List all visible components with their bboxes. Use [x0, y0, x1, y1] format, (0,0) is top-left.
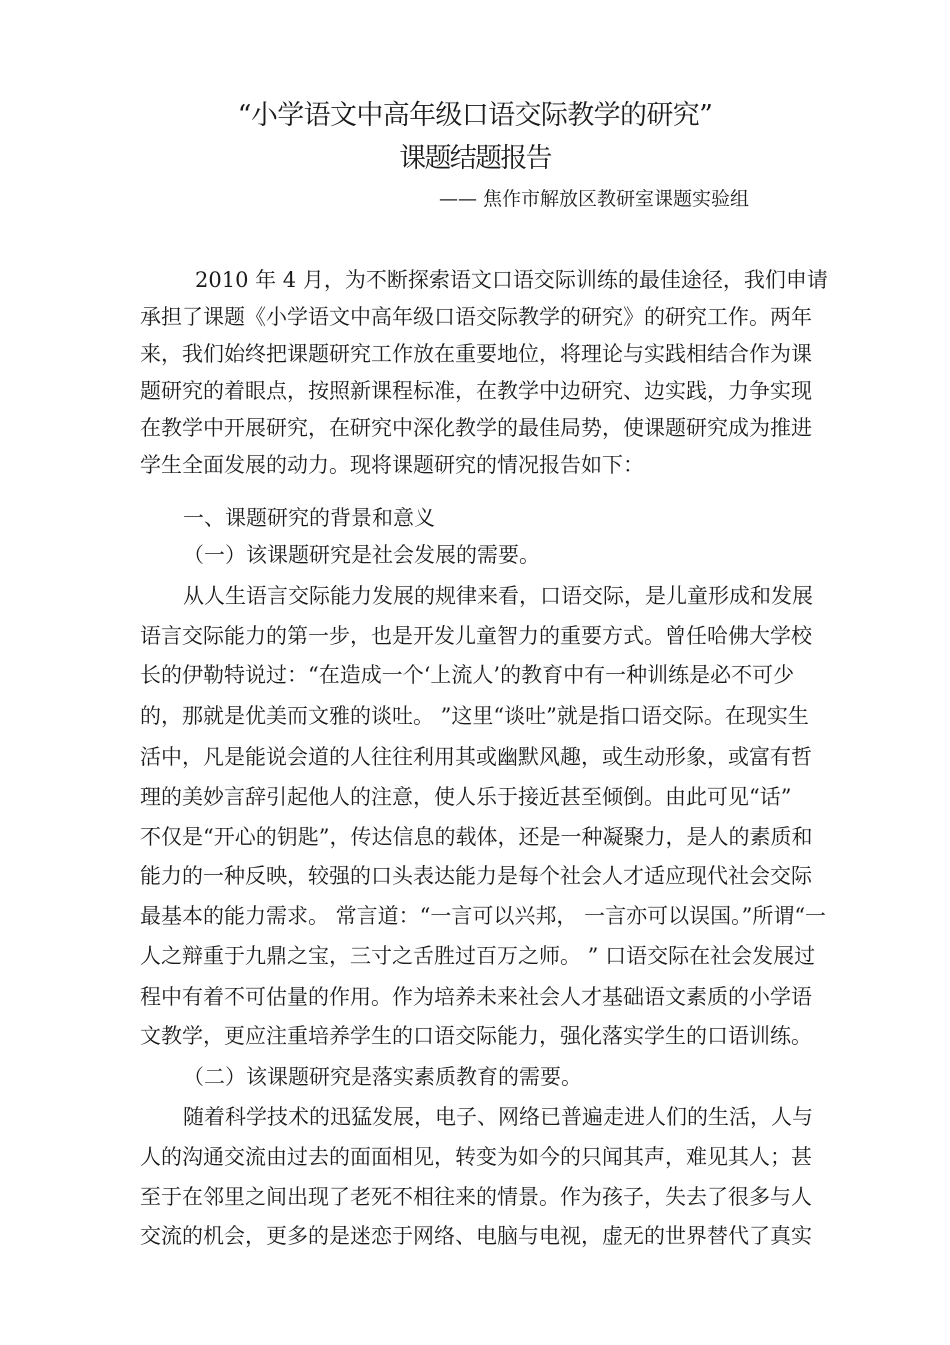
- body-line: 题研究的着眼点，按照新课程标准，在教学中边研究、边实践，力争实现: [140, 379, 812, 403]
- body-line: 从人生语言交际能力发展的规律来看，口语交际，是儿童形成和发展: [183, 584, 813, 608]
- body-line: 人的沟通交流由过去的面面相见，转变为如今的只闻其声，难见其人；甚: [140, 1145, 812, 1169]
- body-line: 不仅是“开心的钥匙”，传达信息的载体，还是一种凝聚力，是人的素质和: [140, 825, 813, 849]
- body-line: 的，那就是优美而文雅的谈吐。 ”这里“谈吐”就是指口语交际。在现实生: [140, 704, 809, 728]
- body-line: 至于在邻里之间出现了老死不相往来的情景。作为孩子，失去了很多与人: [140, 1185, 812, 1209]
- body-line: 能力的一种反映，较强的口头表达能力是每个社会人才适应现代社会交际: [140, 864, 812, 888]
- report-title-line2: 课题结题报告: [399, 143, 551, 174]
- body-line: 来，我们始终把课题研究工作放在重要地位，将理论与实践相结合作为课: [140, 342, 812, 366]
- body-line: 人之辩重于九鼎之宝，三寸之舌胜过百万之师。 ” 口语交际在社会发展过: [140, 944, 816, 968]
- body-line: 交流的机会，更多的是迷恋于网络、电脑与电视，虚无的世界替代了真实: [140, 1224, 812, 1248]
- body-line: 随着科学技术的迅猛发展，电子、网络已普遍走进人们的生活，人与: [183, 1105, 813, 1129]
- body-line: 程中有着不可估量的作用。作为培养未来社会人才基础语文素质的小学语: [140, 985, 812, 1009]
- body-line: 长的伊勒特说过：“在造成一个‘上流人’的教育中有一种训练是必不可少: [140, 663, 795, 687]
- subsection-heading: （一）该课题研究是社会发展的需要。: [183, 543, 540, 567]
- body-line: 承担了课题《小学语文中高年级口语交际教学的研究》的研究工作。两年: [140, 305, 812, 329]
- report-byline: —— 焦作市解放区教研室课题实验组: [439, 188, 750, 210]
- section-heading: 一、课题研究的背景和意义: [183, 506, 435, 530]
- body-line: 2010 年 4 月，为不断探索语文口语交际训练的最佳途径，我们申请: [195, 268, 828, 292]
- body-line: 语言交际能力的第一步，也是开发儿童智力的重要方式。曾任哈佛大学校: [140, 624, 812, 648]
- body-line: 理的美妙言辞引起他人的注意，使人乐于接近甚至倾倒。由此可见“话”: [140, 785, 792, 809]
- report-title-line1: “小学语文中高年级口语交际教学的研究”: [237, 100, 713, 131]
- body-line: 活中，凡是能说会道的人往往利用其或幽默风趣，或生动形象，或富有哲: [140, 745, 812, 769]
- body-line: 最基本的能力需求。 常言道：“一言可以兴邦， 一言亦可以误国。”所谓“一: [140, 904, 827, 928]
- body-line: 学生全面发展的动力。现将课题研究的情况报告如下：: [140, 453, 644, 477]
- body-line: 在教学中开展研究，在研究中深化教学的最佳局势，使课题研究成为推进: [140, 416, 812, 440]
- body-line: 文教学，更应注重培养学生的口语交际能力，强化落实学生的口语训练。: [140, 1024, 812, 1048]
- subsection-heading: （二）该课题研究是落实素质教育的需要。: [183, 1065, 582, 1089]
